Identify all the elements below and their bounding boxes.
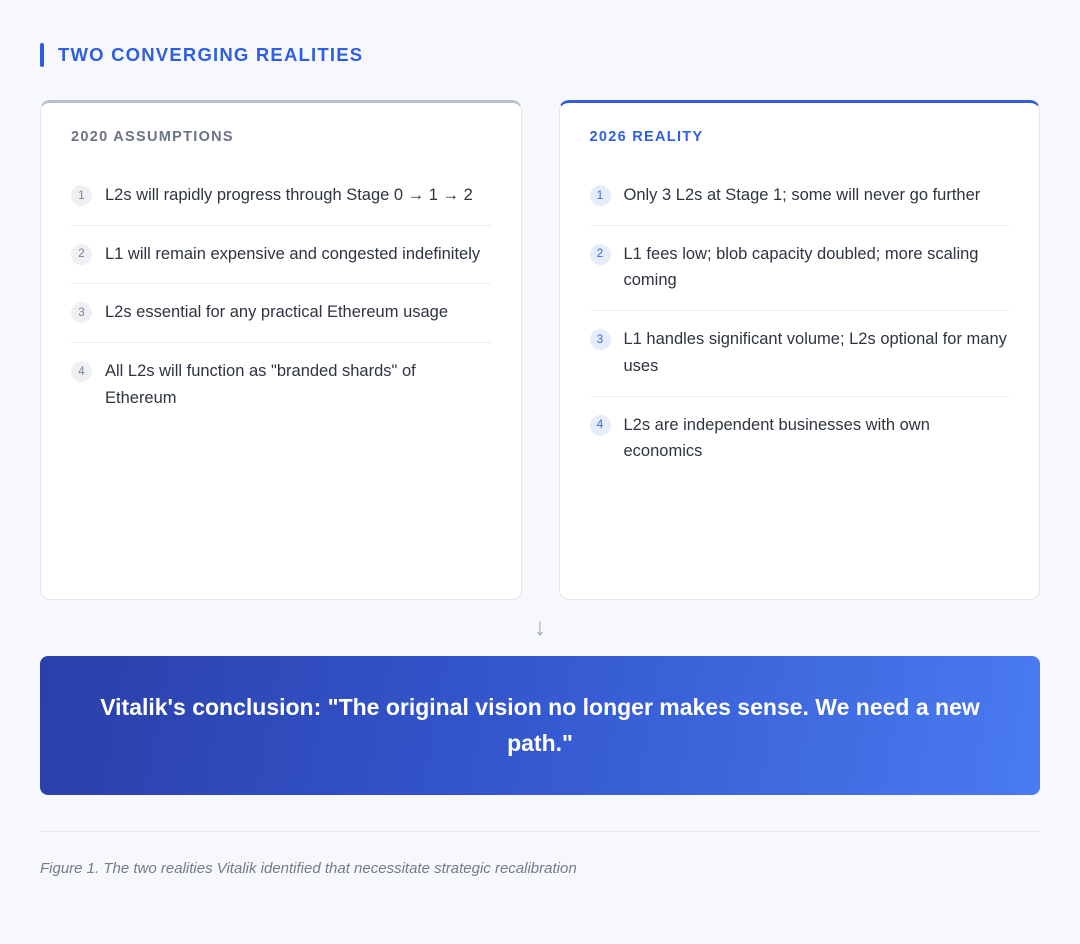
item-number-badge: 1	[71, 185, 92, 206]
list-item	[590, 226, 1010, 311]
conclusion-text: Vitalik's conclusion: "The original vision no longer makes sense. We need a new path."	[100, 693, 980, 756]
list-item	[71, 226, 491, 285]
comparison-cards	[40, 100, 1040, 600]
reality-list	[590, 167, 1010, 481]
accent-bar-icon	[40, 43, 44, 67]
item-text: L2s are independent businesses with own economics	[623, 415, 930, 461]
item-text: L1 handles significant volume; L2s optional for many uses	[623, 330, 1007, 375]
list-item	[590, 311, 1010, 396]
item-text: L1 fees low; blob capacity doubled; more scaling coming	[623, 244, 979, 290]
item-number-badge: 2	[71, 244, 92, 265]
caption-section	[40, 831, 1040, 877]
card-title: 2026 REALITY	[589, 129, 704, 145]
assumption-list	[71, 167, 491, 428]
list-item	[71, 284, 491, 343]
list-item	[590, 167, 1010, 226]
section-header	[40, 40, 1040, 70]
item-text: L1 will remain expensive and congested indefinitely	[105, 244, 481, 263]
item-number-badge: 1	[590, 185, 611, 206]
item-number-badge: 2	[590, 244, 611, 265]
conclusion-banner	[40, 656, 1040, 795]
item-text: L2s essential for any practical Ethereum usage	[105, 303, 449, 322]
item-number-badge: 3	[590, 329, 611, 350]
list-item	[590, 397, 1010, 481]
item-text: All L2s will function as "branded shards" of Ethereum	[105, 362, 416, 407]
flow-arrow	[40, 600, 1040, 654]
page-title: TWO CONVERGING REALITIES	[58, 43, 364, 65]
item-number-badge: 4	[71, 361, 92, 382]
item-number-badge: 4	[590, 415, 611, 436]
figure-caption: Figure 1. The two realities Vitalik identified that necessitate strategic recalibration	[40, 860, 577, 877]
card-2026-reality	[559, 100, 1041, 600]
list-item	[71, 167, 491, 226]
item-text: L2s will rapidly progress through Stage 0 → 1 → 2	[105, 186, 473, 204]
card-title: 2020 ASSUMPTIONS	[71, 129, 234, 145]
item-number-badge: 3	[71, 302, 92, 323]
list-item	[71, 343, 491, 427]
item-text: Only 3 L2s at Stage 1; some will never go further	[623, 186, 981, 204]
card-2020-assumptions	[40, 100, 522, 600]
arrow-down-icon: ↓	[533, 612, 547, 641]
